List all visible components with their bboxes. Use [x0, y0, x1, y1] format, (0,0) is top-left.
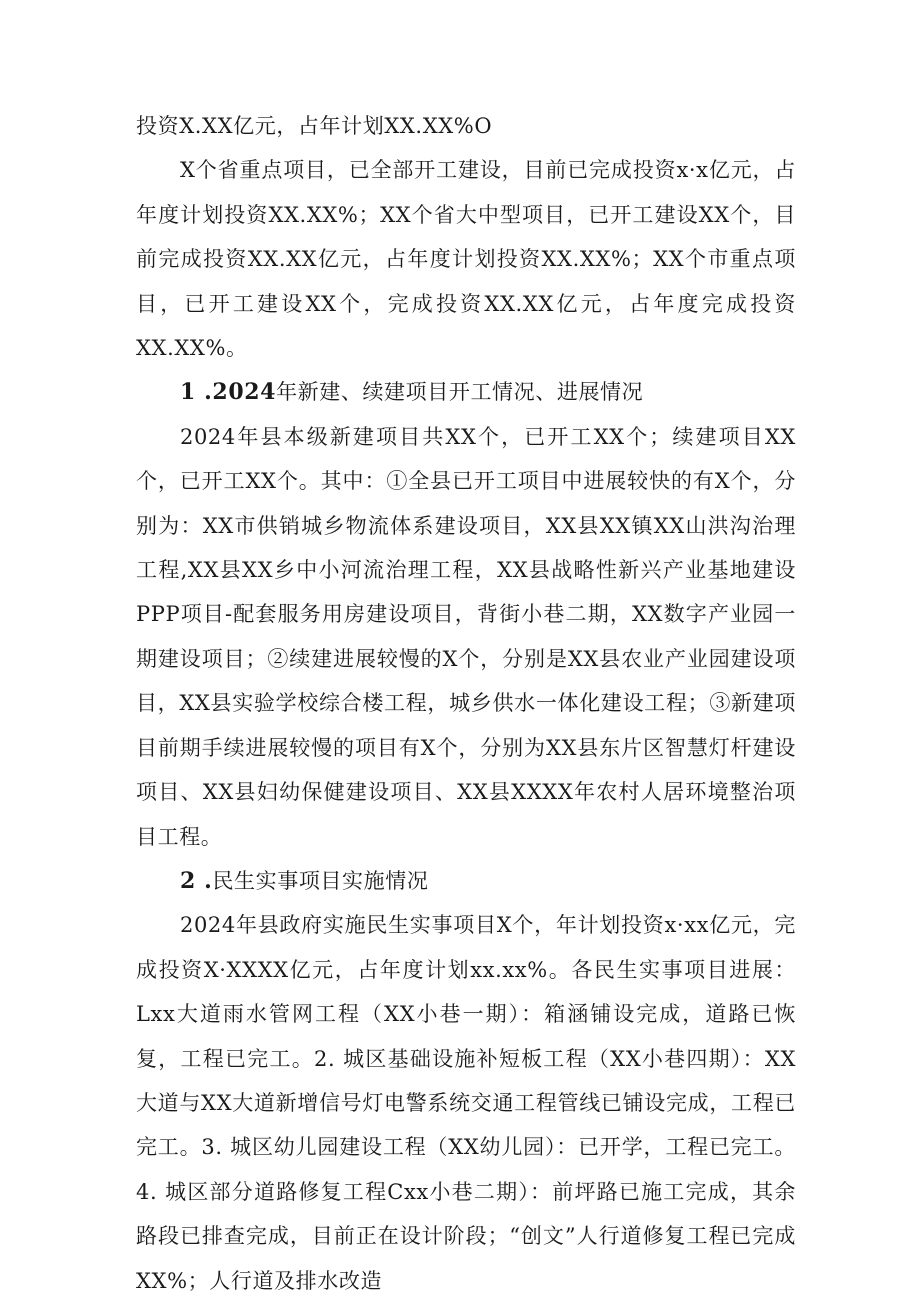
paragraph-key-projects: X个省重点项目，已全部开工建设，目前已完成投资x·x亿元，占年度计划投资XX.XX%；XX个省大中型项目，已开工建设XX个，目前完成投资XX.XX亿元，占年度计划投资XX.XX%；XX个市重点项目，已开工建设XX个，完成投资XX.XX亿元，占年度完成投资XX.XX%。: [136, 158, 796, 361]
paragraph-livelihood-projects: 2024年县政府实施民生实事项目X个，年计划投资x·xx亿元，完成投资X·XXXX亿元，占年度计划xx.xx%。各民生实事项目进展：Lxx大道雨水管网工程（XX小巷一期）：箱涵铺设完成，道路已恢复，工程已完工。2. 城区基础设施补短板工程（XX小巷四期）：XX大道与XX大道新增信号灯电警系统交通工程管线已铺设完成，工程已完工。3. 城区幼儿园建设工程（XX幼儿园）：已开学，工程已完工。4. 城区部分道路修复工程Cxx小巷二期）：前坪路已施工完成，其余路段已排查完成，目前正在设计阶段；“创文”人行道修复工程已完成XX%；人行道及排水改造: [136, 913, 796, 1293]
document-page: [136, 104, 796, 1303]
paragraph-new-projects: 2024年县本级新建项目共XX个，已开工XX个；续建项目XX个，已开工XX个。其中：①全县已开工项目中进展较快的有X个，分别为：XX市供销城乡物流体系建设项目，XX县XX镇XX山洪沟治理工程,XX县XX乡中小河流治理工程，XX县战略性新兴产业基地建设PPP项目-配套服务用房建设项目，背街小巷二期，XX数字产业园一期建设项目；②续建进展较慢的X个，分别是XX县农业产业园建设项目，XX县实验学校综合楼工程，城乡供水一体化建设工程；③新建项目前期手续进展较慢的项目有X个，分别为XX县东片区智慧灯杆建设项目、XX县妇幼保健建设项目、XX县XXXX年农村人居环境整治项目工程。: [136, 424, 796, 849]
paragraph-continuation: 投资X.XX亿元，占年计划XX.XX%O: [136, 114, 493, 138]
section-heading-2: [136, 859, 796, 903]
section-heading-1-title: 年新建、续建项目开工情况、进展情况: [276, 380, 644, 405]
section-heading-2-title: 民生实事项目实施情况: [212, 868, 429, 893]
section-heading-1: [136, 370, 796, 414]
section-heading-1-number: 1 .2024: [180, 379, 277, 406]
section-heading-2-number: 2 .: [180, 867, 213, 894]
